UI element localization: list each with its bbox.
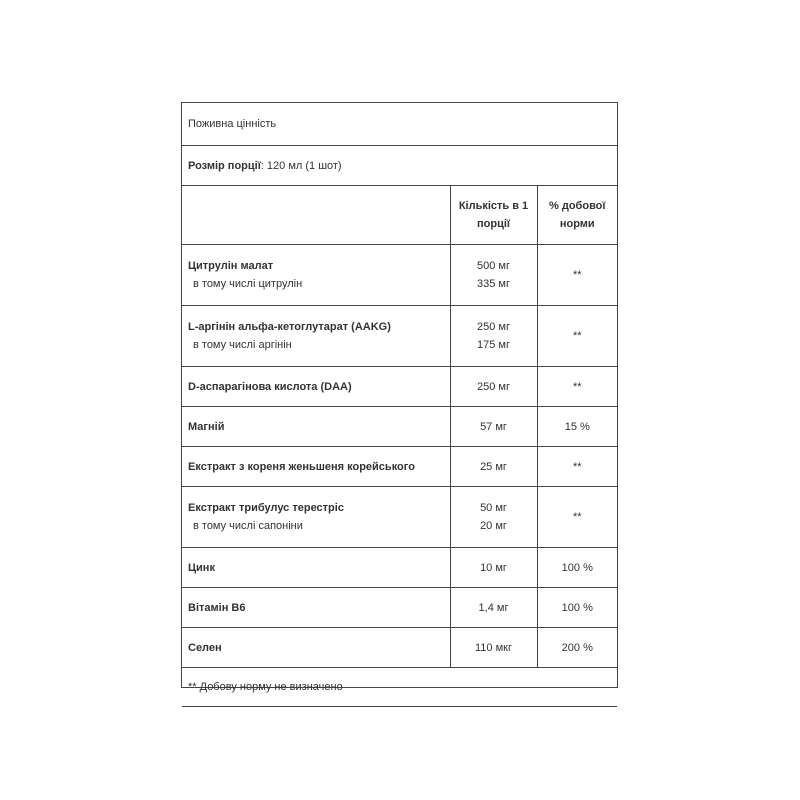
nutrient-name: Магній <box>182 407 450 447</box>
nutrient-name: Екстракт з кореня женьшеня корейського <box>182 447 450 487</box>
nutrient-name-cell <box>182 487 450 548</box>
header-amount <box>450 186 537 245</box>
table-row <box>182 306 617 367</box>
nutrient-amount: 25 мг <box>450 447 537 487</box>
nutrient-sub-name: в тому числі цитрулін <box>193 278 303 290</box>
nutrient-name: D-аспарагінова кислота (DAA) <box>182 367 450 407</box>
nutrient-daily-value: ** <box>537 487 617 548</box>
nutrient-amount: 110 мкг <box>450 628 537 668</box>
nutrient-daily-value: 200 % <box>537 628 617 668</box>
nutrient-daily-value: ** <box>537 447 617 487</box>
serving-size <box>182 146 617 186</box>
nutrient-daily-value: ** <box>537 306 617 367</box>
serving-value: : 120 мл (1 шот) <box>260 159 342 172</box>
table-title: Поживна цінність <box>182 103 617 146</box>
header-name-cell <box>182 186 450 245</box>
nutrition-facts-panel <box>181 102 618 693</box>
nutrient-amount: 500 мг <box>477 260 510 272</box>
table-row <box>182 628 617 668</box>
nutrient-amount-cell <box>450 306 537 367</box>
nutrient-name: Екстракт трибулус терестріс <box>188 502 344 514</box>
nutrient-daily-value: 100 % <box>537 588 617 628</box>
nutrient-sub-amount: 175 мг <box>477 339 510 351</box>
nutrient-daily-value: 100 % <box>537 548 617 588</box>
table-row <box>182 367 617 407</box>
table-row <box>182 245 617 306</box>
nutrient-daily-value: 15 % <box>537 407 617 447</box>
nutrient-name-cell <box>182 245 450 306</box>
nutrient-amount-cell <box>450 245 537 306</box>
nutrient-name-cell <box>182 306 450 367</box>
serving-label: Розмір порції <box>188 159 261 172</box>
nutrient-amount-cell <box>450 487 537 548</box>
nutrient-sub-amount: 335 мг <box>477 278 510 290</box>
header-row <box>182 186 617 245</box>
nutrient-sub-name: в тому числі сапоніни <box>193 520 303 532</box>
table-row <box>182 548 617 588</box>
nutrient-name: Цитрулін малат <box>188 260 274 272</box>
table-row <box>182 588 617 628</box>
nutrient-amount: 10 мг <box>450 548 537 588</box>
nutrient-amount: 1,4 мг <box>450 588 537 628</box>
header-amount-line1: Кількість в 1 <box>458 200 529 212</box>
serving-row <box>182 146 617 186</box>
header-dv-line1: % добової <box>549 200 606 212</box>
header-amount-line2: порції <box>477 218 510 230</box>
nutrient-daily-value: ** <box>537 245 617 306</box>
title-row <box>182 103 617 146</box>
table-row <box>182 487 617 548</box>
nutrient-sub-amount: 20 мг <box>480 520 507 532</box>
nutrient-name: Селен <box>182 628 450 668</box>
table-row <box>182 407 617 447</box>
nutrient-amount: 250 мг <box>477 321 510 333</box>
footnote: ** Добову норму не визначено <box>182 668 617 707</box>
header-dv-line2: норми <box>559 218 595 230</box>
nutrient-name: L-аргінін альфа-кетоглутарат (AAKG) <box>188 321 391 333</box>
table-row <box>182 447 617 487</box>
nutrient-name: Цинк <box>182 548 450 588</box>
nutrient-amount: 50 мг <box>480 502 507 514</box>
nutrition-table <box>182 103 617 707</box>
nutrient-name: Вітамін В6 <box>182 588 450 628</box>
nutrient-sub-name: в тому числі аргінін <box>193 339 292 351</box>
nutrient-amount: 250 мг <box>450 367 537 407</box>
header-daily-value <box>537 186 617 245</box>
nutrient-amount: 57 мг <box>450 407 537 447</box>
footnote-row <box>182 668 617 707</box>
nutrient-daily-value: ** <box>537 367 617 407</box>
